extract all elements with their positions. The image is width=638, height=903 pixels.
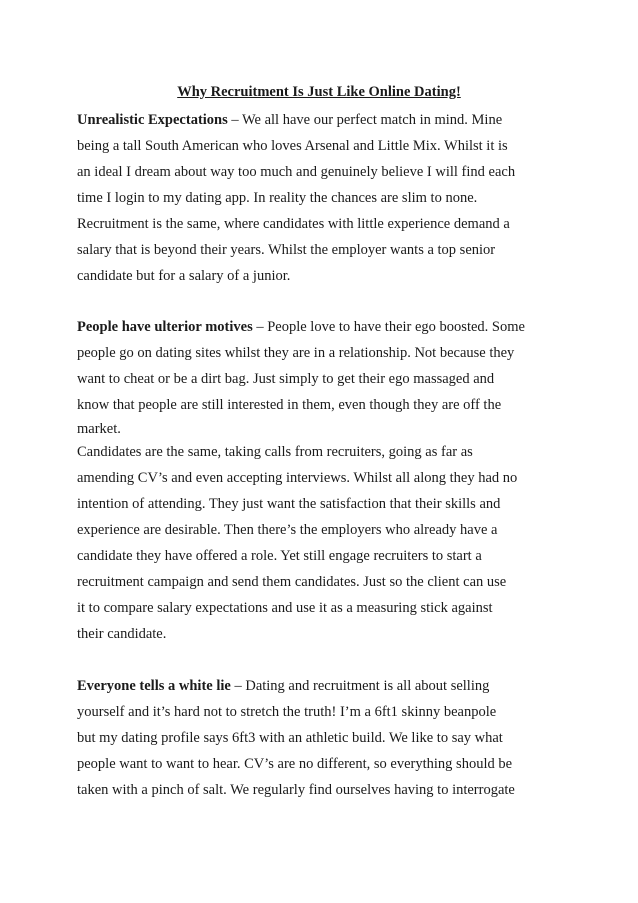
paragraph-line: salary that is beyond their years. Whilst the employer wants a top senior <box>77 242 496 258</box>
paragraph-line: amending CV’s and even accepting interviews. Whilst all along they had no <box>77 470 518 486</box>
document-title: Why Recruitment Is Just Like Online Dating! <box>177 84 461 100</box>
paragraph-line: intention of attending. They just want the satisfaction that their skills and <box>77 496 501 512</box>
paragraph-line <box>77 111 567 129</box>
paragraph-line: market. <box>77 421 121 437</box>
paragraph-line: candidate they have offered a role. Yet still engage recruiters to start a <box>77 548 482 564</box>
paragraph-text: – People love to have their ego boosted. Some <box>252 319 525 335</box>
paragraph-line: it to compare salary expectations and use it as a measuring stick against <box>77 600 493 616</box>
paragraph-line: people want to want to hear. CV’s are no different, so everything should be <box>77 756 513 772</box>
paragraph-line: recruitment campaign and send them candidates. Just so the client can use <box>77 574 507 590</box>
paragraph-line <box>77 318 567 336</box>
paragraph-line: Recruitment is the same, where candidates with little experience demand a <box>77 216 510 232</box>
section-heading: People have ulterior motives <box>77 319 253 335</box>
paragraph-line: time I login to my dating app. In reality the chances are slim to none. <box>77 190 478 206</box>
paragraph-line: want to cheat or be a dirt bag. Just simply to get their ego massaged and <box>77 371 495 387</box>
paragraph-line: an ideal I dream about way too much and genuinely believe I will find each <box>77 164 516 180</box>
paragraph-line: people go on dating sites whilst they are in a relationship. Not because they <box>77 345 515 361</box>
paragraph-line: being a tall South American who loves Arsenal and Little Mix. Whilst it is <box>77 138 508 154</box>
paragraph-line: taken with a pinch of salt. We regularly find ourselves having to interrogate <box>77 782 515 798</box>
paragraph-line: yourself and it’s hard not to stretch the truth! I’m a 6ft1 skinny beanpole <box>77 704 497 720</box>
paragraph-line: but my dating profile says 6ft3 with an athletic build. We like to say what <box>77 730 503 746</box>
paragraph-line: experience are desirable. Then there’s the employers who already have a <box>77 522 498 538</box>
paragraph-line: candidate but for a salary of a junior. <box>77 268 291 284</box>
paragraph-line: their candidate. <box>77 626 167 642</box>
paragraph-line: know that people are still interested in them, even though they are off the <box>77 397 502 413</box>
section-heading: Everyone tells a white lie <box>77 678 231 694</box>
paragraph-text: – Dating and recruitment is all about selling <box>230 678 490 694</box>
paragraph-line <box>77 677 567 695</box>
section-heading: Unrealistic Expectations <box>77 112 228 128</box>
paragraph-line: Candidates are the same, taking calls from recruiters, going as far as <box>77 444 473 460</box>
paragraph-text: – We all have our perfect match in mind. Mine <box>227 112 503 128</box>
